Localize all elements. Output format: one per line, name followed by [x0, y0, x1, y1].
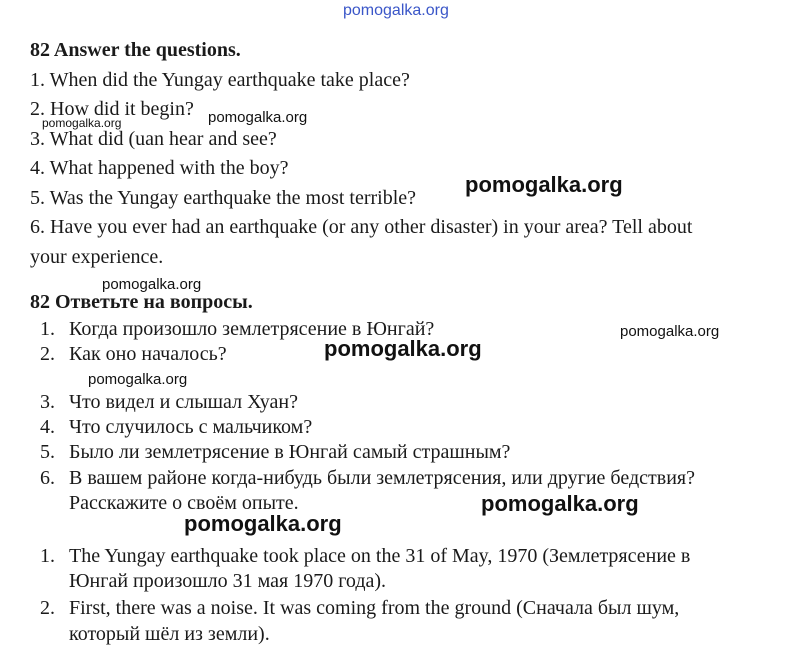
watermark: pomogalka.org [620, 323, 720, 340]
answer-number: 2. [40, 597, 55, 619]
russian-item-text: Когда произошло землетрясение в Юнгай? [69, 318, 435, 340]
russian-item-text: Что видел и слышал Хуан? [69, 391, 298, 413]
answer-text-line1: First, there was a noise. It was coming from the ground (Сначала был шум, [69, 597, 680, 619]
english-heading: 82 Answer the questions. [30, 39, 241, 61]
russian-item-number: 3. [40, 391, 55, 413]
watermark: pomogalka.org [465, 172, 623, 197]
english-question-1: 1. When did the Yungay earthquake take place? [30, 69, 410, 91]
watermark: pomogalka.org [208, 109, 308, 126]
answer-number: 1. [40, 545, 55, 567]
russian-item-text-line1: В вашем районе когда-нибудь были землетрясения, или другие бедствия? [69, 467, 695, 489]
watermark: pomogalka.org [481, 491, 639, 516]
answer-2 [40, 594, 680, 623]
answer-text-line1: The Yungay earthquake took place on the 31 of May, 1970 (Землетрясение в [69, 545, 691, 567]
russian-item-number: 2. [40, 343, 55, 365]
russian-item-text: Как оно началось? [69, 343, 227, 365]
russian-item-number: 1. [40, 318, 55, 340]
answer-1 [40, 542, 691, 571]
russian-heading: 82 Ответьте на вопросы. [30, 291, 253, 313]
watermark: pomogalka.org [184, 511, 342, 536]
english-question-3: 3. What did (uan hear and see? [30, 128, 277, 150]
english-question-6-line1: 6. Have you ever had an earthquake (or any other disaster) in your area? Tell about [30, 216, 693, 238]
russian-item-number: 5. [40, 441, 55, 463]
english-question-2: 2. How did it begin? [30, 98, 194, 120]
watermark: pomogalka.org [88, 371, 188, 388]
answer-1-line2: Юнгай произошло 31 мая 1970 года). [69, 570, 387, 592]
english-question-5: 5. Was the Yungay earthquake the most terrible? [30, 187, 417, 209]
watermark: pomogalka.org [324, 336, 482, 361]
watermark-top: pomogalka.org [343, 2, 449, 19]
russian-item-6-line2: Расскажите о своём опыте. [69, 492, 299, 514]
russian-item-2 [40, 340, 227, 369]
russian-item-text: Что случилось с мальчиком? [69, 416, 313, 438]
english-question-6-line2: your experience. [30, 246, 164, 268]
watermark: pomogalka.org [42, 116, 122, 130]
russian-item-5 [40, 438, 511, 467]
answer-2-line2: который шёл из земли). [69, 623, 270, 645]
russian-item-number: 4. [40, 416, 55, 438]
russian-item-number: 6. [40, 467, 55, 489]
russian-item-text: Было ли землетрясение в Юнгай самый страшным? [69, 441, 511, 463]
russian-item-6 [40, 464, 695, 493]
english-question-4: 4. What happened with the boy? [30, 157, 289, 179]
watermark: pomogalka.org [102, 276, 202, 293]
